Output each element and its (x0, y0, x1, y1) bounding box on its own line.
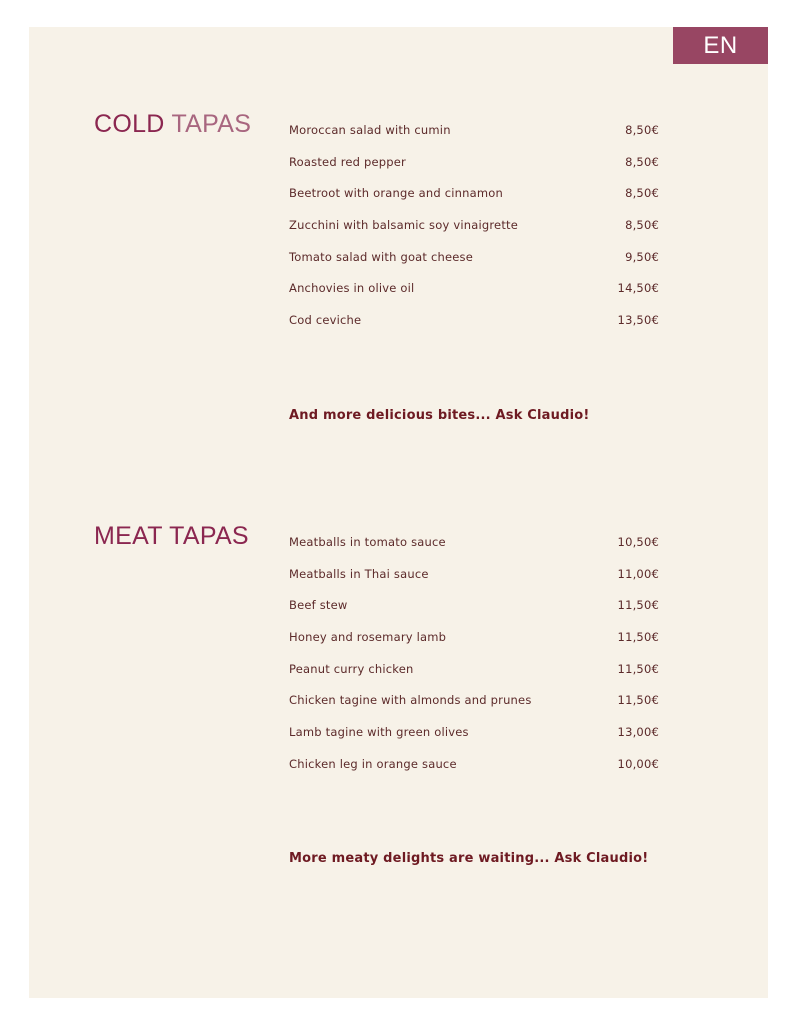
section-title (94, 522, 249, 551)
menu-item (289, 693, 659, 725)
menu-item (289, 155, 659, 187)
item-name: Moroccan salad with cumin (289, 123, 451, 137)
menu-item (289, 757, 659, 789)
item-name: Anchovies in olive oil (289, 281, 415, 296)
menu-item (289, 567, 659, 599)
item-price: 11,50€ (617, 598, 659, 613)
item-price: 13,50€ (617, 313, 659, 328)
section-title-bold: MEAT TAPAS (94, 522, 249, 550)
item-name: Honey and rosemary lamb (289, 630, 447, 645)
section-tagline: And more delicious bites... Ask Claudio! (289, 408, 590, 423)
menu-item (289, 218, 659, 250)
item-name: Chicken tagine with almonds and prunes (289, 693, 532, 708)
item-price: 9,50€ (625, 249, 659, 264)
section-title-bold: COLD (94, 110, 165, 138)
item-name: Beef stew (289, 598, 348, 613)
item-price: 8,50€ (625, 218, 659, 233)
menu-item-list (289, 535, 659, 789)
section-title-light: TAPAS (171, 110, 252, 138)
menu-item (289, 535, 659, 567)
menu-item (289, 281, 659, 313)
item-price: 10,50€ (617, 535, 659, 549)
item-price: 14,50€ (617, 281, 659, 296)
item-name: Meatballs in Thai sauce (289, 566, 429, 581)
item-price: 8,50€ (625, 154, 659, 169)
menu-page (29, 27, 768, 998)
item-name: Lamb tagine with green olives (289, 725, 469, 740)
menu-item (289, 725, 659, 757)
item-name: Cod ceviche (289, 313, 362, 328)
menu-item (289, 313, 659, 345)
item-price: 11,00€ (617, 566, 659, 581)
menu-item (289, 598, 659, 630)
item-price: 11,50€ (617, 661, 659, 676)
menu-item (289, 250, 659, 282)
section-tagline: More meaty delights are waiting... Ask Claudio! (289, 851, 649, 866)
item-price: 8,50€ (625, 186, 659, 201)
section-title (94, 110, 251, 139)
language-switch-button[interactable]: EN (673, 27, 768, 64)
menu-item (289, 186, 659, 218)
item-name: Tomato salad with goat cheese (289, 249, 474, 264)
item-price: 13,00€ (617, 725, 659, 740)
item-price: 11,50€ (617, 630, 659, 645)
menu-item (289, 630, 659, 662)
menu-item (289, 123, 659, 155)
item-price: 8,50€ (625, 123, 659, 137)
item-name: Beetroot with orange and cinnamon (289, 186, 504, 201)
item-name: Chicken leg in orange sauce (289, 756, 457, 771)
item-price: 10,00€ (617, 756, 659, 771)
item-name: Roasted red pepper (289, 154, 406, 169)
menu-item (289, 662, 659, 694)
item-price: 11,50€ (617, 693, 659, 708)
item-name: Peanut curry chicken (289, 661, 414, 676)
menu-item-list (289, 123, 659, 345)
item-name: Meatballs in tomato sauce (289, 535, 446, 549)
item-name: Zucchini with balsamic soy vinaigrette (289, 218, 519, 233)
